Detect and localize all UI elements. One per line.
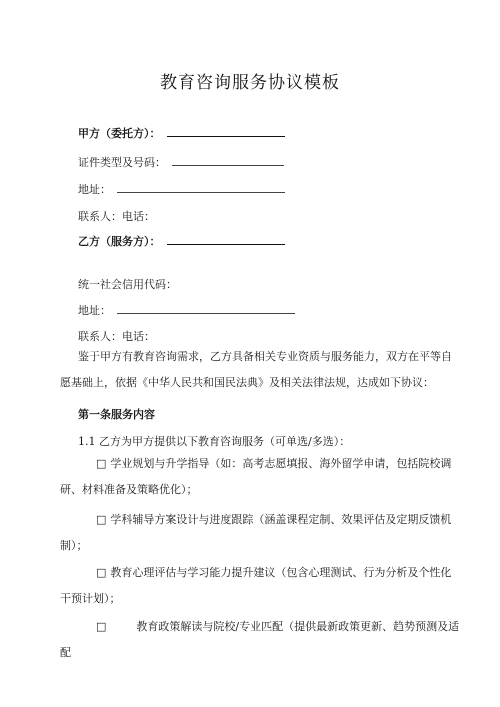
option-text: 学业规划与升学指导（如：高考志愿填报、海外留学申请，包括院校调研、材料准备及策略优化）； xyxy=(60,457,452,496)
checkbox-psychology-assessment[interactable]: □ xyxy=(96,566,107,579)
document-title: 教育咨询服务协议模板 xyxy=(160,73,340,93)
party-a-contact-line: 联系人：电话： xyxy=(78,210,155,223)
option-psychology-assessment xyxy=(60,560,460,612)
party-b-line xyxy=(78,233,285,249)
party-b-blank[interactable] xyxy=(167,234,285,245)
party-a-label: 甲方（委托方）： xyxy=(78,127,161,140)
clause-1-1: 1.1 乙方为甲方提供以下教育咨询服务（可单选/多选）： xyxy=(78,435,351,448)
party-a-id-blank[interactable] xyxy=(172,155,284,166)
party-b-contact-line: 联系人：电话： xyxy=(78,330,155,343)
checkbox-academic-planning[interactable]: □ xyxy=(96,457,107,470)
party-a-address-label: 地址： xyxy=(78,183,111,196)
party-b-credit-line: 统一社会信用代码： xyxy=(78,278,177,291)
option-text: 学科辅导方案设计与进度跟踪（涵盖课程定制、效果评估及定期反馈机制）； xyxy=(60,513,452,552)
section1-heading: 第一条服务内容 xyxy=(78,408,155,421)
party-b-address-label: 地址： xyxy=(78,304,111,317)
checkbox-tutoring-plan[interactable]: □ xyxy=(96,513,107,526)
option-text: 教育心理评估与学习能力提升建议（包含心理测试、行为分析及个性化干预计划）； xyxy=(60,566,452,605)
party-a-address-blank[interactable] xyxy=(117,182,285,193)
party-b-label: 乙方（服务方）： xyxy=(78,235,161,248)
party-a-id-line xyxy=(78,154,284,170)
option-tutoring-plan xyxy=(60,507,460,559)
party-a-address-line xyxy=(78,181,285,197)
checkbox-policy-matching[interactable]: □ xyxy=(96,620,107,633)
party-b-address-blank[interactable] xyxy=(117,303,295,314)
party-b-address-line xyxy=(78,302,295,318)
option-policy-matching xyxy=(60,614,460,666)
option-academic-planning xyxy=(60,451,460,503)
intro-paragraph: 鉴于甲方有教育咨询需求，乙方具备相关专业资质与服务能力，双方在平等自愿基础上，依据《中华人民共和国民法典》及相关法律法规，达成如下协议： xyxy=(60,350,452,389)
option-text: 教育政策解读与院校/专业匹配（提供最新政策更新、趋势预测及适配 xyxy=(60,620,460,659)
party-a-blank[interactable] xyxy=(167,126,285,137)
party-a-line xyxy=(78,125,285,141)
party-a-id-label: 证件类型及号码： xyxy=(78,156,166,169)
